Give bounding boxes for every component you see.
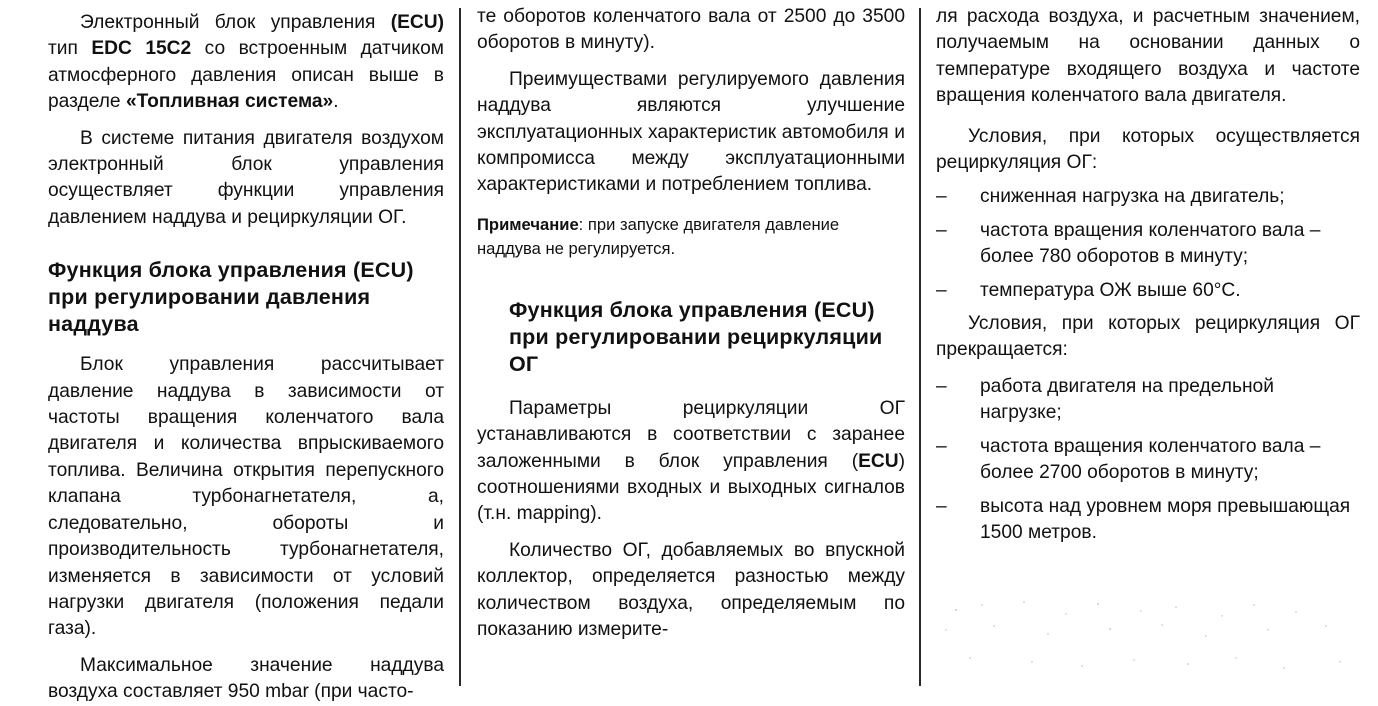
paragraph-egr-stop-conditions: Условия, при которых рециркуляция ОГ прекращается: — [936, 313, 1360, 361]
text-column-3 — [936, 0, 1360, 686]
list-egr-active-conditions — [936, 184, 1360, 304]
column-divider-left — [459, 8, 461, 686]
list-item: – высота над уровнем моря превышающая 1500 метров. — [936, 495, 1351, 543]
paragraph-boost-calculation: Блок управления рассчитывает давление наддува в зависимости от частоты вращения коленчатого вала двигателя и количества впрыскиваемого топлива. Величина открытия перепускного клапана турбонагнетателя, а, следовательно, обороты и производительность турбонагнетателя, изменяется в зависимости от условий нагрузки двигателя (положения педали газа). — [48, 354, 444, 640]
paragraph-egr-parameters: Параметры рециркуляции ОГ устанавливаются в соответствии с заранее заложенными в блок управления (ECU) соотношениями входных и выходных сигналов (т.н. mapping). — [477, 397, 905, 525]
list-item: – частота вращения коленчатого вала – более 780 оборотов в минуту; — [936, 219, 1321, 268]
list-egr-stop-conditions — [936, 374, 1360, 546]
paragraph-max-boost: Максимальное значение наддува воздуха составляет 950 mbar (при часто- — [48, 654, 444, 703]
list-item: – сниженная нагрузка на двигатель; — [936, 186, 1285, 208]
heading-egr-control: Функция блока управления (ECU) при регулировании рециркуляции ОГ — [509, 297, 883, 376]
paragraph-egr-conditions: Условия, при которых осуществляется рециркуляция ОГ: — [936, 125, 1360, 174]
paragraph-rpm-range: те оборотов коленчатого вала от 2500 до 3500 оборотов в минуту). — [477, 6, 905, 54]
list-item: – температура ОЖ выше 60°С. — [936, 279, 1241, 301]
list-item: – частота вращения коленчатого вала – более 2700 оборотов в минуту; — [936, 435, 1321, 484]
paragraph-advantages: Преимуществами регулируемого давления наддува являются улучшение эксплуатационных характеристик автомобиля и компромисса между эксплуатационными характеристиками и потреблением топлива. — [477, 68, 905, 196]
note-label: Примечание — [477, 214, 579, 234]
scan-noise — [936, 596, 1360, 676]
paragraph-air-supply: В системе питания двигателя воздухом электронный блок управления осуществляет функции управления давлением наддува и рециркуляции ОГ. — [48, 127, 444, 228]
paragraph-egr-amount: Количество ОГ, добавляемых во впускной коллектор, определяется разностью между количеством воздуха, определяемым по показанию измерите- — [477, 539, 905, 641]
heading-boost-control: Функция блока управления (ECU) при регулировании давления наддува — [48, 258, 414, 337]
list-item: – работа двигателя на предельной нагрузке; — [936, 375, 1274, 424]
paragraph-airflow-calc: ля расхода воздуха, и расчетным значением, получаемым на основании данных о температуре входящего воздуха и частоте вращения коленчатого вала двигателя. — [936, 6, 1360, 107]
note-start-boost: Примечание: при запуске двигателя давление наддува не регулируется. — [477, 214, 840, 258]
text-column-1 — [48, 0, 445, 703]
text-column-2 — [477, 0, 905, 686]
column-divider-right — [919, 8, 921, 686]
paragraph-ecu-intro: Электронный блок управления (ECU) тип EDC 15C2 со встроенным датчиком атмосферного давления описан выше в разделе «Топливная система». — [48, 12, 445, 113]
